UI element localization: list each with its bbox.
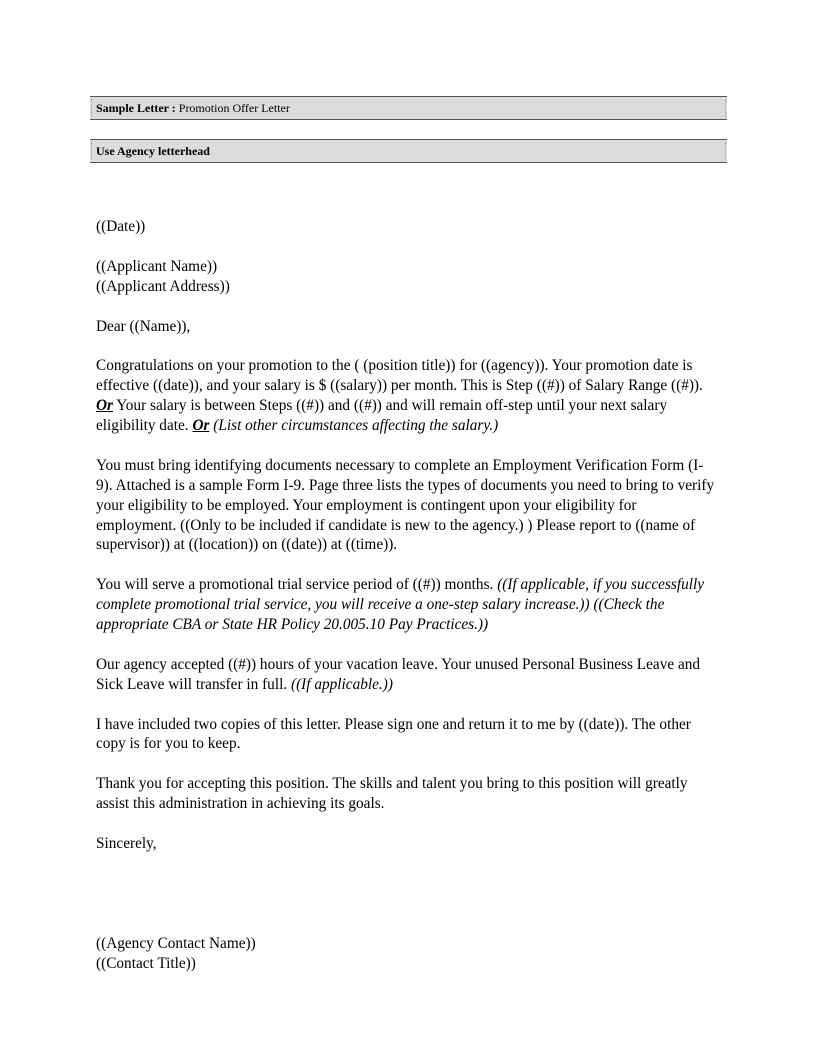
promotion-text-a: Congratulations on your promotion to the ( (position title)) for ((agency)). Your promotion date is effective ((date)), and your salary is $ ((salary)) per month. This is Step ((#)) of Salary Range ((#)). <box>96 357 703 395</box>
sample-letter-label: Sample Letter : <box>96 101 176 115</box>
or-label-1: Or <box>96 397 113 415</box>
paragraph-thanks: Thank you for accepting this position. The skills and talent you bring to this position will greatly assist this administration in achieving its goals. <box>96 775 688 813</box>
leave-text: Our agency accepted ((#)) hours of your vacation leave. Your unused Personal Business Leave and Sick Leave will transfer in full. <box>96 655 701 693</box>
applicant-block <box>96 257 716 297</box>
promotion-text-b: Your salary is between Steps ((#)) and ((#)) and will remain off-step until your next salary eligibility date. <box>96 397 668 435</box>
contact-block <box>96 934 716 974</box>
trial-service-note: ((If applicable, if you successfully complete promotional trial service, you will receive a one-step salary increase.)) ((Check the appropriate CBA or State HR Policy 20.005.10 Pay Practices.)) <box>96 576 705 634</box>
contact-title: ((Contact Title)) <box>96 954 196 972</box>
promotion-text-c: (List other circumstances affecting the salary.) <box>209 417 499 435</box>
contact-name: ((Agency Contact Name)) <box>96 934 256 952</box>
letter-body <box>96 217 716 993</box>
paragraph-promotion <box>96 356 716 436</box>
sample-letter-header <box>90 96 727 120</box>
closing: Sincerely, <box>96 834 157 852</box>
paragraph-documents: You must bring identifying documents necessary to complete an Employment Verification Form (I-9). Attached is a sample Form I-9. Page three lists the types of documents you need to bring to verify your eligibility to be employed. Your employment is contingent upon your eligibility for employment. ((Only to be included if candidate is new to the agency.) ) Please report to ((name of supervisor)) at ((location)) on ((date)) at ((time)). <box>96 456 715 554</box>
letterhead-header <box>90 139 727 163</box>
sample-letter-title: Promotion Offer Letter <box>178 101 290 115</box>
trial-service-text: You will serve a promotional trial service period of ((#)) months. <box>96 576 498 594</box>
or-label-2: Or <box>192 417 210 435</box>
paragraph-leave <box>96 655 716 695</box>
applicant-name: ((Applicant Name)) <box>96 257 218 275</box>
applicant-address: ((Applicant Address)) <box>96 277 230 295</box>
paragraph-trial-service <box>96 575 716 635</box>
paragraph-copies: I have included two copies of this letter. Please sign one and return it to me by ((date)). The other copy is for you to keep. <box>96 715 691 753</box>
leave-note: ((If applicable.)) <box>290 675 393 693</box>
letter-date: ((Date)) <box>96 218 146 235</box>
salutation: Dear ((Name)), <box>96 317 191 335</box>
signature-space <box>96 874 716 934</box>
letterhead-label: Use Agency letterhead <box>96 144 210 158</box>
